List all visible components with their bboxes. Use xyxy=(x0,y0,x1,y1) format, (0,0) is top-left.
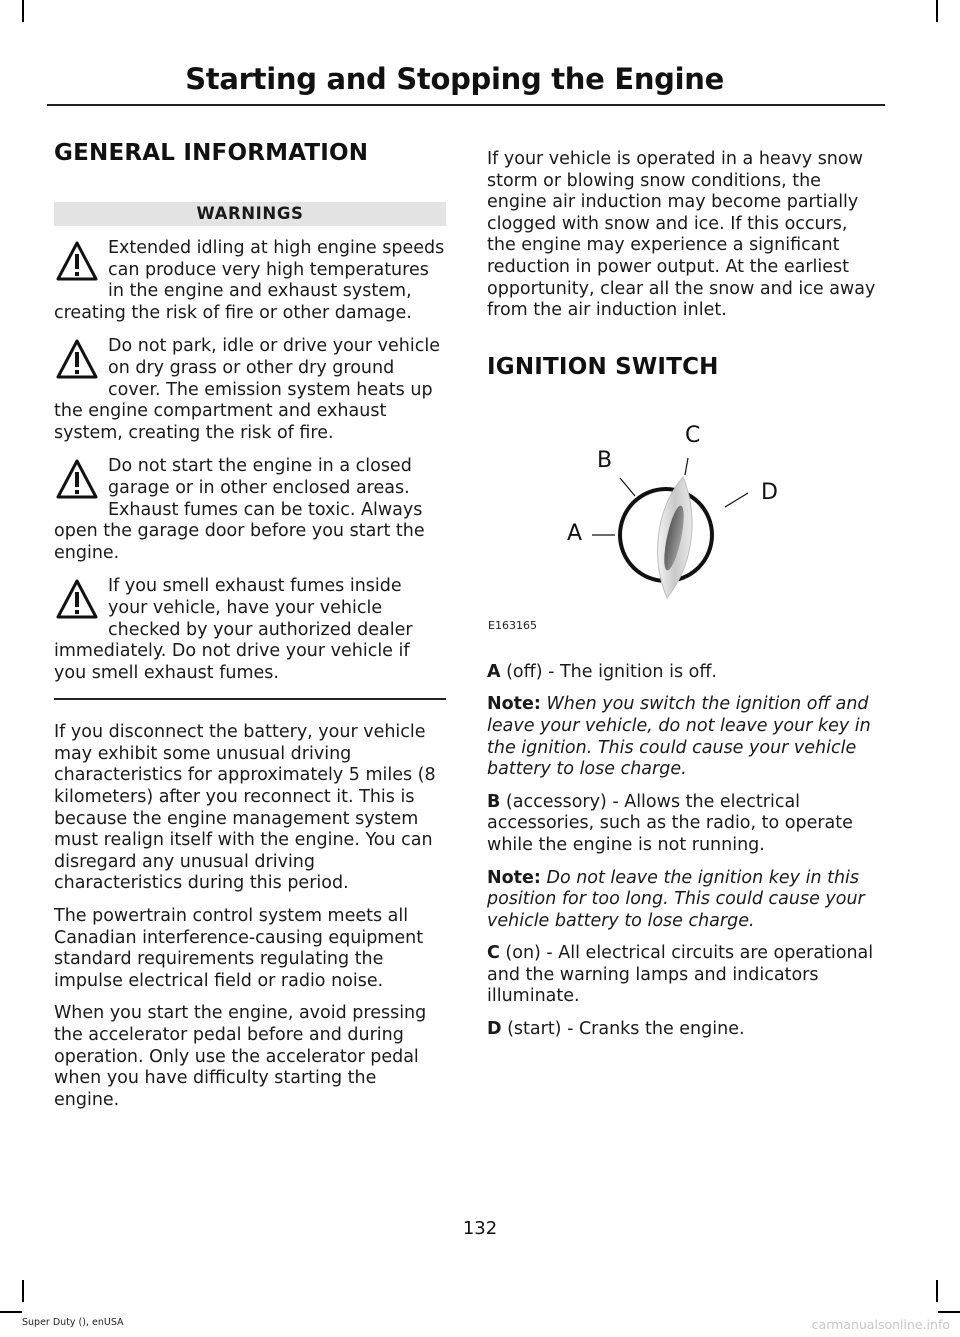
figure-code: E163165 xyxy=(488,618,537,632)
position-key: A xyxy=(487,661,501,682)
page-title: Starting and Stopping the Engine xyxy=(185,62,724,96)
note xyxy=(487,868,879,933)
warning-item xyxy=(54,456,446,564)
position-key: D xyxy=(487,1019,502,1040)
body-paragraph: The powertrain control system meets all Canadian interference-causing equipment standard requirements regulating the impulse electrical field or radio noise. xyxy=(54,906,424,991)
warning-text: Extended idling at high engine speeds can produce very high temperatures in the engine and exhaust system, creating the risk of fire or other damage. xyxy=(54,238,445,323)
page-number: 132 xyxy=(462,1218,498,1239)
title-rule xyxy=(47,104,885,106)
crop-mark-top-left xyxy=(22,0,24,22)
ignition-position-a xyxy=(487,662,879,684)
body-paragraph: When you start the engine, avoid pressing the accelerator pedal before and during operation. Only use the accelerator pedal when you have difficulty starting the engine. xyxy=(54,1003,427,1110)
crop-mark-bottom-left xyxy=(0,1311,22,1313)
warning-text: Do not start the engine in a closed garage or in other enclosed areas. Exhaust fumes can be toxic. Always open the garage door before you start the engine. xyxy=(54,456,425,563)
warning-text: Do not park, idle or drive your vehicle on dry grass or other dry ground cover. The emission system heats up the engine compartment and exhaust system, creating the risk of fire. xyxy=(54,336,440,443)
position-text: (accessory) - Allows the electrical accessories, such as the radio, to operate while the engine is not running. xyxy=(487,791,853,855)
ignition-switch-heading: IGNITION SWITCH xyxy=(487,353,719,380)
watermark: carmanualsonline.info xyxy=(811,1317,950,1332)
figure-label-c: C xyxy=(685,422,701,448)
note-text: When you switch the ignition off and leave your vehicle, do not leave your key in the ignition. This could cause your vehicle battery to lose charge. xyxy=(487,694,871,780)
position-text: (on) - All electrical circuits are operational and the warning lamps and indicators illuminate. xyxy=(487,943,874,1007)
ignition-switch-figure xyxy=(487,420,879,650)
right-column xyxy=(487,140,879,1041)
warning-triangle-icon xyxy=(54,337,100,383)
ignition-position-d xyxy=(487,1019,879,1041)
warnings-end-rule xyxy=(54,698,446,700)
ignition-position-b xyxy=(487,792,879,857)
crop-mark-bottom-right-v xyxy=(936,1280,938,1302)
body-paragraph: If you disconnect the battery, your vehicle may exhibit some unusual driving characteristics for approximately 5 miles (8 kilometers) after you reconnect it. This is because the engine management system must realign itself with the engine. You can disregard any unusual driving characteristics during this period. xyxy=(54,722,436,894)
position-text: (start) - Cranks the engine. xyxy=(501,1019,745,1040)
warning-text: If you smell exhaust fumes inside your vehicle, have your vehicle checked by your authorized dealer immediately. Do not drive your vehicle if you smell exhaust fumes. xyxy=(54,576,413,683)
note-text: Do not leave the ignition key in this position for too long. This could cause your vehicle battery to lose charge. xyxy=(487,867,865,931)
warnings-banner: WARNINGS xyxy=(54,202,446,226)
warning-triangle-icon xyxy=(54,239,100,285)
warning-triangle-icon xyxy=(54,457,100,503)
position-key: B xyxy=(487,791,501,812)
position-key: C xyxy=(487,943,500,964)
crop-mark-bottom-right xyxy=(938,1311,960,1313)
position-text: (off) - The ignition is off. xyxy=(500,661,717,682)
note xyxy=(487,694,879,780)
warning-triangle-icon xyxy=(54,577,100,623)
note-label: Note: xyxy=(487,867,541,888)
ignition-position-c xyxy=(487,943,879,1008)
warning-item xyxy=(54,576,446,684)
general-information-heading: GENERAL INFORMATION xyxy=(54,140,369,166)
crop-mark-top-right xyxy=(936,0,938,22)
note-label: Note: xyxy=(487,694,541,715)
warning-item xyxy=(54,238,446,324)
ignition-cylinder-illustration xyxy=(487,420,879,650)
crop-mark-bottom-left-v xyxy=(22,1280,24,1302)
figure-label-b: B xyxy=(597,447,613,473)
figure-label-a: A xyxy=(567,520,583,546)
snow-paragraph: If your vehicle is operated in a heavy snow storm or blowing snow conditions, the engine air induction may become partially clogged with snow and ice. If this occurs, the engine may experience a significant reduction in power output. At the earliest opportunity, clear all the snow and ice away from the air induction inlet. xyxy=(487,149,876,321)
figure-label-d: D xyxy=(761,479,778,505)
footer-doc-info: Super Duty (), enUSA xyxy=(22,1317,124,1328)
warning-item xyxy=(54,336,446,444)
left-column xyxy=(54,140,446,1111)
